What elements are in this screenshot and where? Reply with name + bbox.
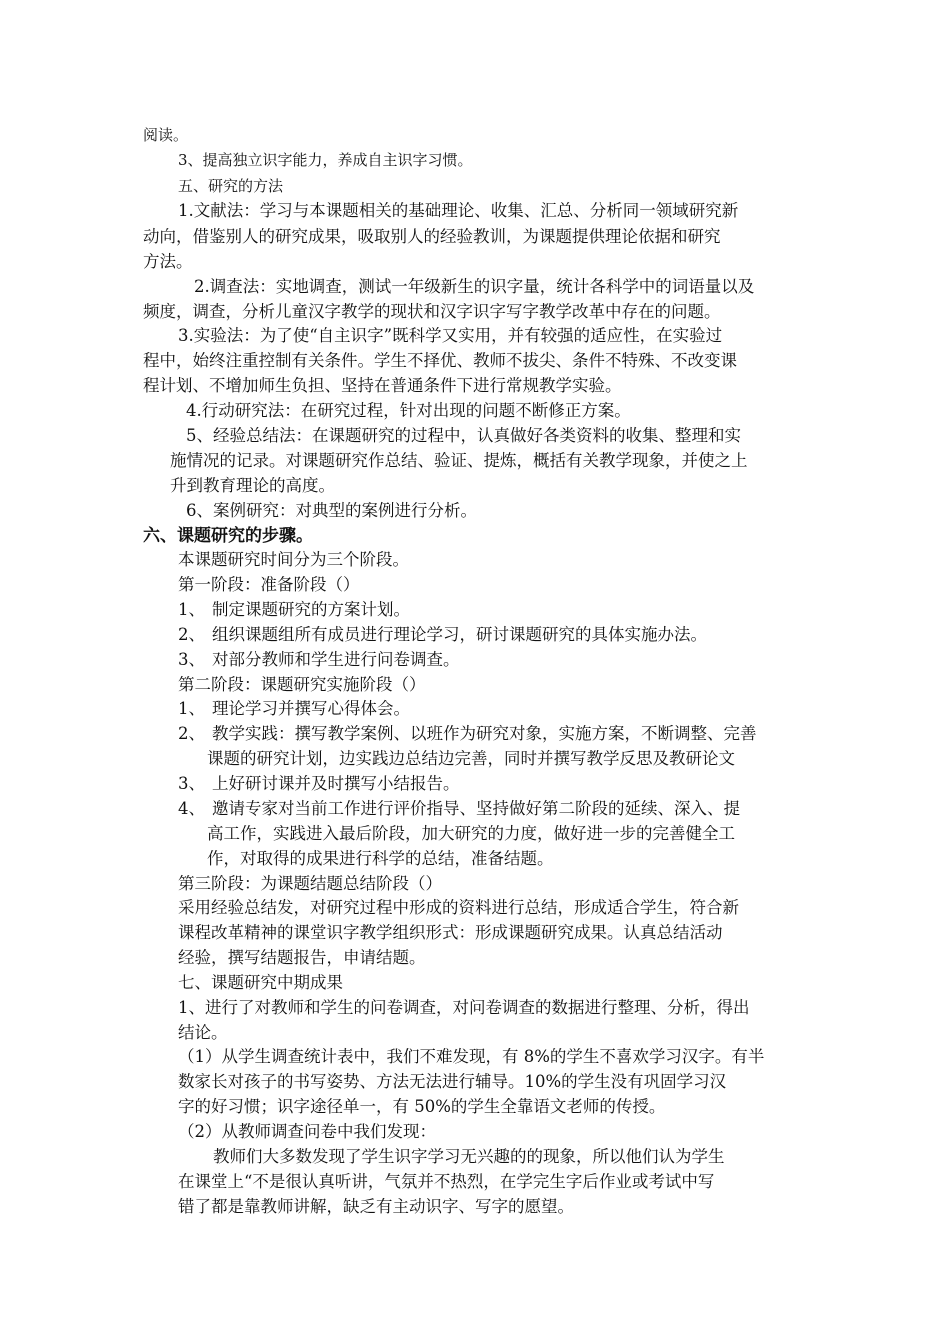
list-text-continued: 高工作，实践进入最后阶段，加大研究的力度，做好进一步的完善健全工 bbox=[207, 824, 735, 843]
text-line: 错了都是靠教师讲解，缺乏有主动识字、写字的愿望。 bbox=[178, 1197, 574, 1216]
text-line: 3、提高独立识字能力，养成自主识字习惯。 bbox=[178, 151, 473, 169]
list-number: 1、 bbox=[178, 699, 205, 718]
text-line: 3.实验法：为了使“自主识字”既科学又实用，并有较强的适应性，在实验过 bbox=[178, 326, 723, 345]
text-line: 4.行动研究法：在研究过程，针对出现的问题不断修正方案。 bbox=[186, 401, 631, 420]
list-number: 4、 bbox=[178, 799, 205, 818]
text-line: 1.文献法：学习与本课题相关的基础理论、收集、汇总、分析同一领域研究新 bbox=[178, 201, 739, 220]
list-item bbox=[178, 776, 460, 793]
text-line: 在课堂上“不是很认真听讲，气氛并不热烈，在学完生字后作业或考试中写 bbox=[178, 1172, 715, 1191]
section-heading: 七、课题研究中期成果 bbox=[178, 973, 343, 992]
list-number: 3、 bbox=[178, 774, 205, 793]
list-number: 3、 bbox=[178, 650, 205, 669]
section-heading: 五、研究的方法 bbox=[178, 177, 284, 195]
stage-heading: 第一阶段：准备阶段（） bbox=[178, 575, 360, 594]
list-text-continued: 作，对取得的成果进行科学的总结，准备结题。 bbox=[207, 849, 554, 868]
list-item bbox=[178, 701, 410, 718]
text-line: 程中，始终注重控制有关条件。学生不择优、教师不拔尖、条件不特殊、不改变课 bbox=[143, 351, 737, 370]
text-line: 施情况的记录。对课题研究作总结、验证、提炼，概括有关教学现象，并使之上 bbox=[170, 451, 748, 470]
list-item bbox=[178, 801, 740, 818]
section-heading: 六、课题研究的步骤。 bbox=[143, 526, 313, 546]
list-item bbox=[178, 602, 410, 619]
text-line: 字的好习惯；识字途径单一，有 50%的学生全靠语文老师的传授。 bbox=[178, 1097, 666, 1116]
text-line: 结论。 bbox=[178, 1023, 228, 1042]
text-line: 2.调查法：实地调查，测试一年级新生的识字量，统计各科学中的词语量以及 bbox=[194, 277, 755, 296]
list-number: 1、 bbox=[178, 600, 205, 619]
text-line: 本课题研究时间分为三个阶段。 bbox=[178, 550, 409, 569]
text-line: 采用经验总结发，对研究过程中形成的资料进行总结，形成适合学生，符合新 bbox=[178, 898, 739, 917]
list-text-continued: 课题的研究计划，边实践边总结边完善，同时并撰写教学反思及教研论文 bbox=[207, 749, 735, 768]
stage-heading: 第二阶段：课题研究实施阶段（） bbox=[178, 675, 426, 694]
list-text: 组织课题组所有成员进行理论学习，研讨课题研究的具体实施办法。 bbox=[212, 625, 707, 644]
text-line: 6、案例研究：对典型的案例进行分析。 bbox=[186, 501, 477, 520]
text-line: 5、经验总结法：在课题研究的过程中，认真做好各类资料的收集、整理和实 bbox=[186, 426, 741, 445]
text-line: 程计划、不增加师生负担、坚持在普通条件下进行常规教学实验。 bbox=[143, 376, 622, 395]
text-line: 阅读。 bbox=[143, 126, 189, 144]
list-text: 教学实践：撰写教学案例、以班作为研究对象，实施方案，不断调整、完善 bbox=[212, 724, 757, 743]
list-item bbox=[178, 627, 707, 644]
list-item bbox=[178, 726, 757, 743]
list-text: 理论学习并撰写心得体会。 bbox=[212, 699, 410, 718]
text-line: 1、进行了对教师和学生的问卷调查，对问卷调查的数据进行整理、分析，得出 bbox=[178, 998, 750, 1017]
text-line: 数家长对孩子的书写姿势、方法无法进行辅导。10%的学生没有巩固学习汉 bbox=[178, 1072, 727, 1091]
text-line: 经验，撰写结题报告，申请结题。 bbox=[178, 948, 426, 967]
text-line: 方法。 bbox=[143, 252, 193, 271]
list-number: 2、 bbox=[178, 724, 205, 743]
text-line: 动向，借鉴别人的研究成果，吸取别人的经验教训，为课题提供理论依据和研究 bbox=[143, 227, 721, 246]
list-number: 2、 bbox=[178, 625, 205, 644]
list-text: 邀请专家对当前工作进行评价指导、坚持做好第二阶段的延续、深入、提 bbox=[212, 799, 740, 818]
stage-heading: 第三阶段：为课题结题总结阶段（） bbox=[178, 874, 442, 893]
text-line: （2）从教师调查问卷中我们发现： bbox=[178, 1122, 436, 1141]
list-item bbox=[178, 652, 460, 669]
text-line: 频度，调查，分析儿童汉字教学的现状和汉字识字写字教学改革中存在的问题。 bbox=[143, 302, 721, 321]
list-text: 上好研讨课并及时撰写小结报告。 bbox=[212, 774, 460, 793]
text-line: 课程改革精神的课堂识字教学组织形式：形成课题研究成果。认真总结活动 bbox=[178, 923, 723, 942]
text-line: 升到教育理论的高度。 bbox=[170, 476, 335, 495]
text-line: 教师们大多数发现了学生识字学习无兴趣的的现象，所以他们认为学生 bbox=[213, 1147, 725, 1166]
text-line: （1）从学生调查统计表中，我们不难发现，有 8%的学生不喜欢学习汉字。有半 bbox=[178, 1047, 765, 1066]
list-text: 制定课题研究的方案计划。 bbox=[212, 600, 410, 619]
list-text: 对部分教师和学生进行问卷调查。 bbox=[212, 650, 460, 669]
